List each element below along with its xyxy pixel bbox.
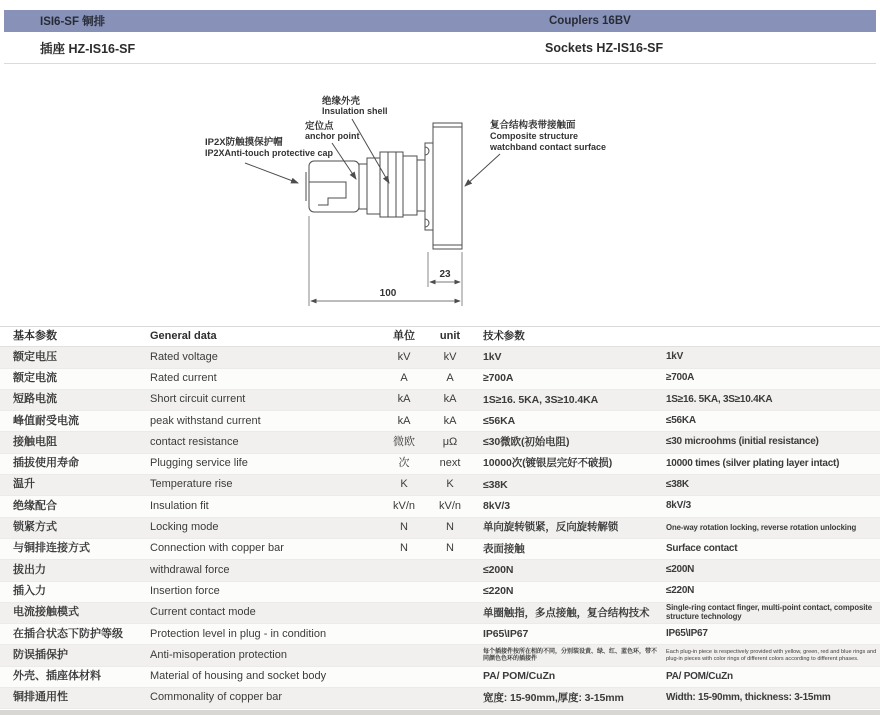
table-row <box>0 411 880 432</box>
label-anchor-point-cn: 定位点 <box>305 121 334 132</box>
param-name-en: Locking mode <box>150 521 219 534</box>
value-cn: 表面接触 <box>483 542 525 555</box>
unit-cn: kA <box>397 414 411 427</box>
param-name-en: Plugging service life <box>150 457 248 470</box>
unit-cn: 微欧 <box>393 435 415 448</box>
value-en: 8kV/3 <box>666 500 691 512</box>
value-en: Single-ring contact finger, multi-point contact, composite structure technology <box>666 603 873 621</box>
table-row <box>0 390 880 411</box>
param-name-cn: 额定电流 <box>13 371 57 384</box>
value-en: 1S≥16. 5KA, 3S≥10.4KA <box>666 393 773 405</box>
header-param-en: General data <box>150 329 217 342</box>
value-cn: ≤200N <box>483 563 514 576</box>
param-name-cn: 插拔使用寿命 <box>13 457 79 470</box>
label-ip2x-cap-cn: IP2X防触摸保护帽 <box>205 137 283 148</box>
label-ip2x-cap-en: IP2XAnti-touch protective cap <box>205 148 334 158</box>
dimension-23: 23 <box>439 269 451 280</box>
table-row <box>0 645 880 666</box>
table-row <box>0 432 880 453</box>
label-composite-surface-en2: watchband contact surface <box>490 142 607 152</box>
table-row <box>0 347 880 368</box>
value-cn: 10000次(镀银层完好不破损) <box>483 457 613 470</box>
protective-cap <box>309 161 359 212</box>
unit-en: A <box>446 371 454 384</box>
table-row <box>0 454 880 475</box>
param-name-en: Anti-misoperation protection <box>150 648 287 661</box>
unit-cn: 次 <box>398 457 410 470</box>
param-name-en: Material of housing and socket body <box>150 670 327 683</box>
unit-en: kA <box>443 393 457 406</box>
unit-cn: kA <box>397 393 411 406</box>
contact-plate <box>433 123 462 249</box>
table-row <box>0 496 880 517</box>
next-section-edge <box>0 710 880 715</box>
param-name-cn: 温升 <box>13 478 35 491</box>
value-cn: ≥700A <box>483 372 514 385</box>
param-name-en: Rated voltage <box>150 350 218 363</box>
label-anchor-point-en: anchor point <box>305 131 360 141</box>
value-en: Surface contact <box>666 542 738 554</box>
value-en: ≤220N <box>666 585 695 597</box>
unit-en: N <box>446 542 454 555</box>
param-name-cn: 铜排通用性 <box>13 691 68 704</box>
value-cn: ≤30微欧(初始电阻) <box>483 436 570 449</box>
param-name-en: Current contact mode <box>150 606 256 619</box>
table-row <box>0 688 880 709</box>
unit-en: N <box>446 521 454 534</box>
cap-groove <box>309 182 346 205</box>
label-composite-surface-cn: 复合结构表带接触面 <box>490 120 576 131</box>
spec-table-rows <box>0 347 880 709</box>
unit-en: kV <box>443 350 457 363</box>
value-en: ≥700A <box>666 372 695 384</box>
table-row <box>0 603 880 624</box>
param-name-en: withdrawal force <box>150 563 230 576</box>
value-cn: IP65\IP67 <box>483 627 529 640</box>
param-name-cn: 在插合状态下防护等级 <box>13 627 123 640</box>
table-row <box>0 369 880 390</box>
unit-en: kA <box>443 414 457 427</box>
value-en: ≤38K <box>666 478 689 490</box>
unit-cn: N <box>400 521 408 534</box>
unit-en: K <box>446 478 454 491</box>
table-row <box>0 539 880 560</box>
header-value-cn: 技术参数 <box>483 330 525 343</box>
value-en: IP65\IP67 <box>666 628 708 640</box>
spec-table-header <box>0 326 880 347</box>
unit-cn: N <box>400 542 408 555</box>
value-cn: ≤56KA <box>483 414 516 427</box>
param-name-en: Rated current <box>150 371 217 384</box>
label-composite-surface-en1: Composite structure <box>490 131 579 141</box>
table-row <box>0 560 880 581</box>
param-name-en: peak withstand current <box>150 414 261 427</box>
table-row <box>0 667 880 688</box>
param-name-cn: 外壳、插座体材料 <box>13 670 101 683</box>
unit-cn: kV <box>397 350 411 363</box>
flange-column <box>425 143 433 230</box>
param-name-cn: 拔出力 <box>13 563 46 576</box>
connector-technical-drawing <box>0 64 880 326</box>
unit-cn: kV/n <box>392 499 415 512</box>
dimension-100: 100 <box>379 288 397 299</box>
subtitle-row <box>0 36 880 60</box>
value-cn: ≤38K <box>483 478 508 491</box>
value-en: Each plug-in piece is respectively provided with yellow, green, red and blue rings and plug-in pieces with color rings of different colors according to different phases. <box>666 649 877 662</box>
title-bar-model-en: Couplers 16BV <box>549 15 631 27</box>
param-name-en: Protection level in plug - in condition <box>150 627 327 640</box>
table-row <box>0 582 880 603</box>
value-cn: 宽度: 15-90mm,厚度: 3-15mm <box>483 691 624 704</box>
value-cn: 1S≥16. 5KA, 3S≥10.4KA <box>483 393 599 406</box>
value-cn: PA/ POM/CuZn <box>483 670 556 683</box>
param-name-cn: 接触电阻 <box>13 435 57 448</box>
value-cn: 1kV <box>483 350 502 363</box>
value-en: ≤56KA <box>666 415 696 427</box>
unit-cn: A <box>400 371 408 384</box>
param-name-en: Connection with copper bar <box>150 542 284 555</box>
value-en: ≤200N <box>666 564 695 576</box>
unit-en: μΩ <box>442 435 458 448</box>
param-name-cn: 防误插保护 <box>13 648 68 661</box>
subtitle-en: Sockets HZ-IS16-SF <box>545 41 664 55</box>
param-name-en: Short circuit current <box>150 393 246 406</box>
value-cn: ≤220N <box>483 585 514 598</box>
param-name-cn: 与铜排连接方式 <box>13 542 90 555</box>
param-name-cn: 插入力 <box>13 584 46 597</box>
value-cn: 单向旋转锁紧，反向旋转解锁 <box>483 521 619 534</box>
header-param-cn: 基本参数 <box>13 329 57 342</box>
param-name-cn: 额定电压 <box>13 350 57 363</box>
value-cn: 每个插接件按所在相的不同，分别装设黄、绿、红、蓝色环，带不同颜色色环的插接件 <box>483 648 658 662</box>
unit-cn: K <box>400 478 408 491</box>
table-row <box>0 518 880 539</box>
label-insulation-shell-en: Insulation shell <box>322 106 388 116</box>
connector-outline <box>306 123 462 249</box>
value-cn: 8kV/3 <box>483 500 510 513</box>
param-name-en: Insulation fit <box>150 499 209 512</box>
subtitle-cn: 插座 HZ-IS16-SF <box>40 42 136 56</box>
unit-en: kV/n <box>438 499 461 512</box>
param-name-en: contact resistance <box>150 435 239 448</box>
value-en: 1kV <box>666 351 684 363</box>
param-name-cn: 电流接触模式 <box>13 606 79 619</box>
param-name-cn: 短路电流 <box>13 393 57 406</box>
label-insulation-shell-cn: 绝缘外壳 <box>322 96 361 107</box>
neck <box>359 164 367 209</box>
header-unit-en: unit <box>439 329 461 342</box>
value-en: 10000 times (silver plating layer intact) <box>666 457 840 469</box>
value-cn: 单圈触指，多点接触，复合结构技术 <box>483 606 650 619</box>
param-name-en: Insertion force <box>150 584 220 597</box>
value-en: ≤30 microohms (initial resistance) <box>666 436 819 448</box>
value-en: One-way rotation locking, reverse rotation unlocking <box>666 522 857 532</box>
value-en: PA/ POM/CuZn <box>666 670 733 682</box>
param-name-cn: 绝缘配合 <box>13 499 57 512</box>
param-name-en: Commonality of copper bar <box>150 691 283 704</box>
value-en: Width: 15-90mm, thickness: 3-15mm <box>666 691 831 703</box>
table-row <box>0 624 880 645</box>
param-name-cn: 锁紧方式 <box>13 521 57 534</box>
insulation-shell-body <box>380 152 403 217</box>
spec-table <box>0 326 880 709</box>
unit-en: next <box>439 457 461 470</box>
title-bar <box>4 10 876 32</box>
title-bar-model-cn: ISI6-SF 铜排 <box>40 16 106 28</box>
param-name-en: Temperature rise <box>150 478 233 491</box>
param-name-cn: 峰值耐受电流 <box>13 414 79 427</box>
table-row <box>0 475 880 496</box>
header-unit-cn: 单位 <box>393 329 415 342</box>
